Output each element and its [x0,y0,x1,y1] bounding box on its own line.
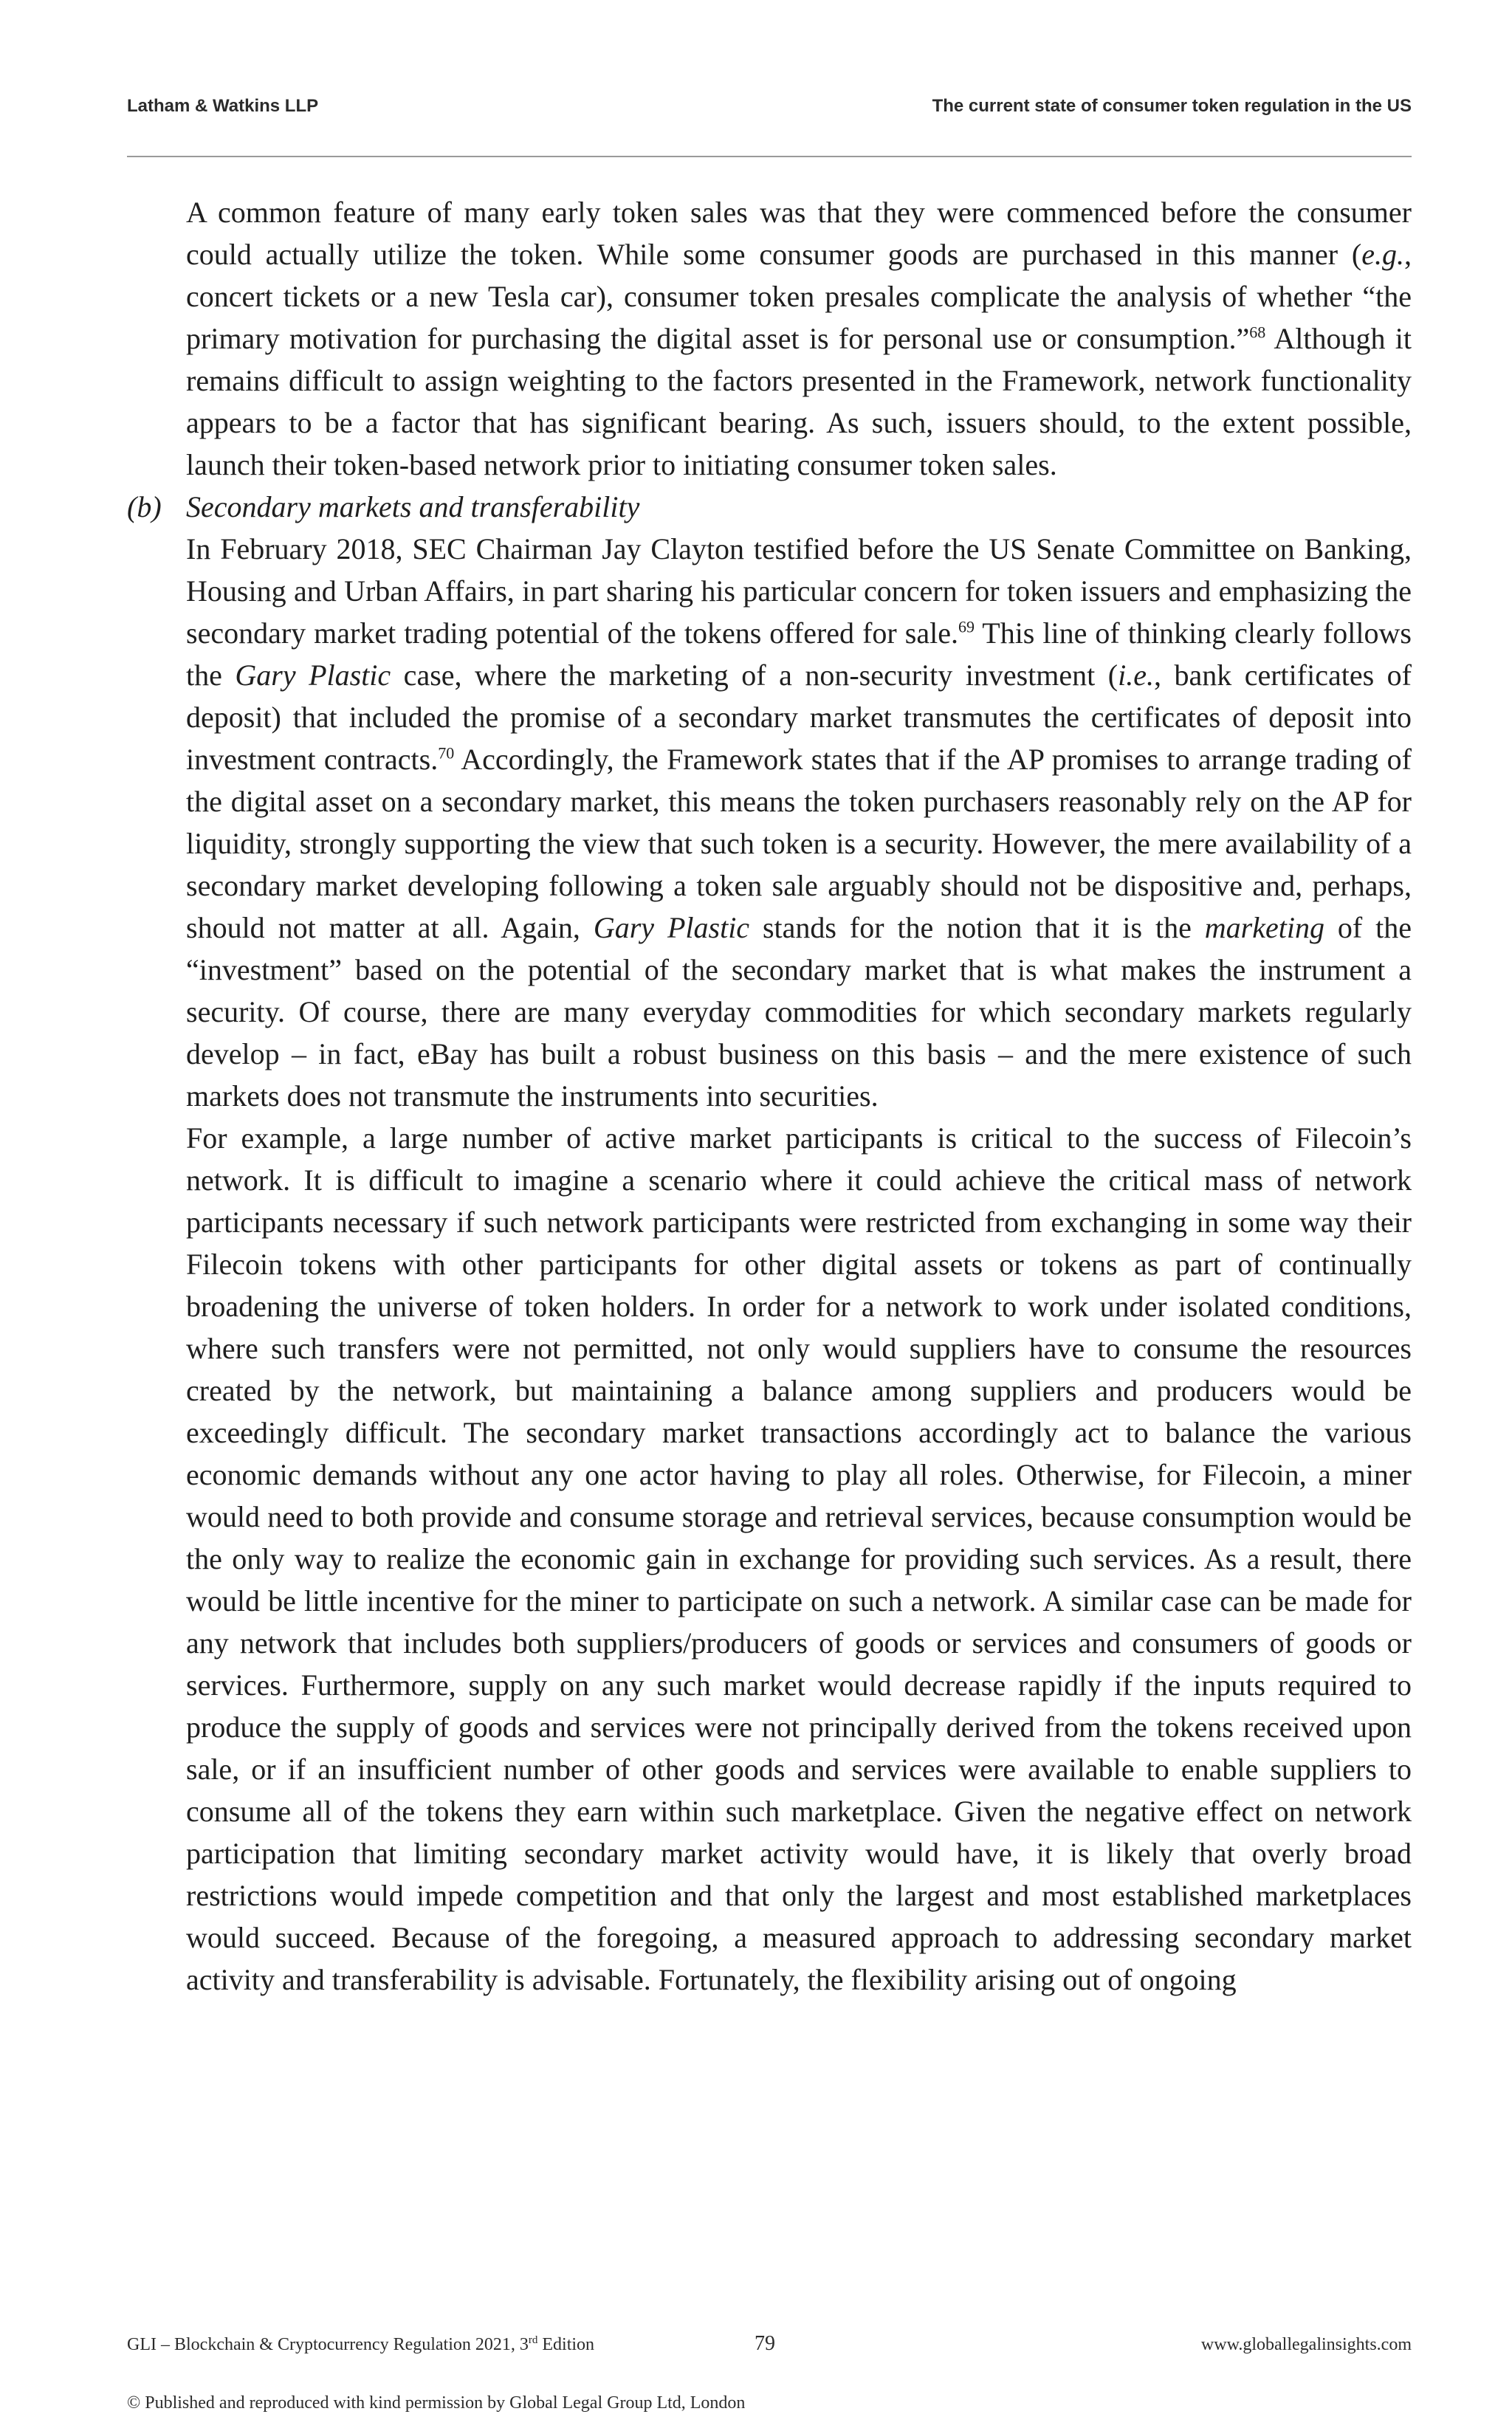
running-header [127,96,1412,128]
header-divider [127,156,1412,157]
footnote-ref-69[interactable]: 69 [958,617,975,636]
copyright-notice: © Published and reproduced with kind permission by Global Legal Group Ltd, London [127,2393,746,2413]
footnote-ref-70[interactable]: 70 [438,743,455,763]
footer-publication: GLI – Blockchain & Cryptocurrency Regulation 2021, 3rd Edition [127,2334,595,2354]
section-marker: (b) [127,490,162,523]
footnote-ref-68[interactable]: 68 [1249,323,1266,342]
page-number: 79 [755,2332,775,2355]
paragraph-secondary-markets: In February 2018, SEC Chairman Jay Clayton testified before the US Senate Committee on Banking, Housing and Urban Affairs, in part sharing his particular concern for token issuers and emphasizing the secondary market trading potential of the tokens offered for sale.$^{69}$ This line of thinking clearly follows the Gary Plastic case, where the marketing of a non-security investment (i.e., bank certificates of deposit) that included the promise of a secondary market transmutes the certificates of deposit into investment contracts.$^{70}$ Accordingly, the Framework states that if the AP promises to arrange trading of the digital asset on a secondary market, this means the token purchasers reasonably rely on the AP for liquidity, strongly supporting the view that such token is a security. However, the mere availability of a secondary market developing following a token sale arguably should not be dispositive and, perhaps, should not matter at all. Again, Gary Plastic stands for the notion that it is the marketing of the “investment” based on the potential of the secondary market that is what makes the instrument a security. Of course, there are many everyday commodities for which secondary markets regularly develop – in fact, eBay has built a robust business on this basis – and the mere existence of such markets does not transmute the instruments into securities. [186,532,1412,1113]
footer-website[interactable]: www.globallegalinsights.com [1200,2335,1412,2354]
paragraph-token-presales: A common feature of many early token sales was that they were commenced before the consumer could actually utilize the token. While some consumer goods are purchased in this manner (e.g., concert tickets or a new Tesla car), consumer token presales complicate the analysis of whether “the primary motivation for purchasing the digital asset is for personal use or consumption.”$^{68}$ Although it remains difficult to assign weighting to the factors presented in the Framework, network functionality appears to be a factor that has significant bearing. As such, issuers should, to the extent possible, launch their token-based network prior to initiating consumer token sales. [186,196,1412,481]
chapter-body [127,191,1412,2001]
header-chapter-title: The current state of consumer token regulation in the US [932,96,1412,116]
section-heading-b [127,486,1412,528]
page-footer [127,2332,1412,2365]
paragraph-filecoin-example: For example, a large number of active market participants is critical to the success of Filecoin’s network. It is difficult to imagine a scenario where it could achieve the critical mass of network participants necessary if such network participants were restricted from exchanging in some way their Filecoin tokens with other participants for other digital assets or tokens as part of continually broadening the universe of token holders. In order for a network to work under isolated conditions, where such transfers were not permitted, not only would suppliers have to consume the resources created by the network, but maintaining a balance among suppliers and producers would be exceedingly difficult. The secondary market transactions accordingly act to balance the various economic demands without any one actor having to play all roles. Otherwise, for Filecoin, a miner would need to both provide and consume storage and retrieval services, because consumption would be the only way to realize the economic gain in exchange for providing such services. As a result, there would be little incentive for the miner to participate on such a network. A similar case can be made for any network that includes both suppliers/producers of goods or services and consumers of goods or services. Furthermore, supply on any such market would decrease rapidly if the inputs required to produce the supply of goods and services were not principally derived from the tokens received upon sale, or if an insufficient number of other goods and services were available to enable suppliers to consume all of the tokens they earn within such marketplace. Given the negative effect on network participation that limiting secondary market activity would have, it is likely that overly broad restrictions would impede competition and that only the largest and most established marketplaces would succeed. Because of the foregoing, a measured approach to addressing secondary market activity and transferability is advisable. Fortunately, the flexibility arising out of ongoing [186,1121,1412,1996]
section-title: Secondary markets and transferability [186,490,640,523]
header-firm-name: Latham & Watkins LLP [127,96,319,116]
